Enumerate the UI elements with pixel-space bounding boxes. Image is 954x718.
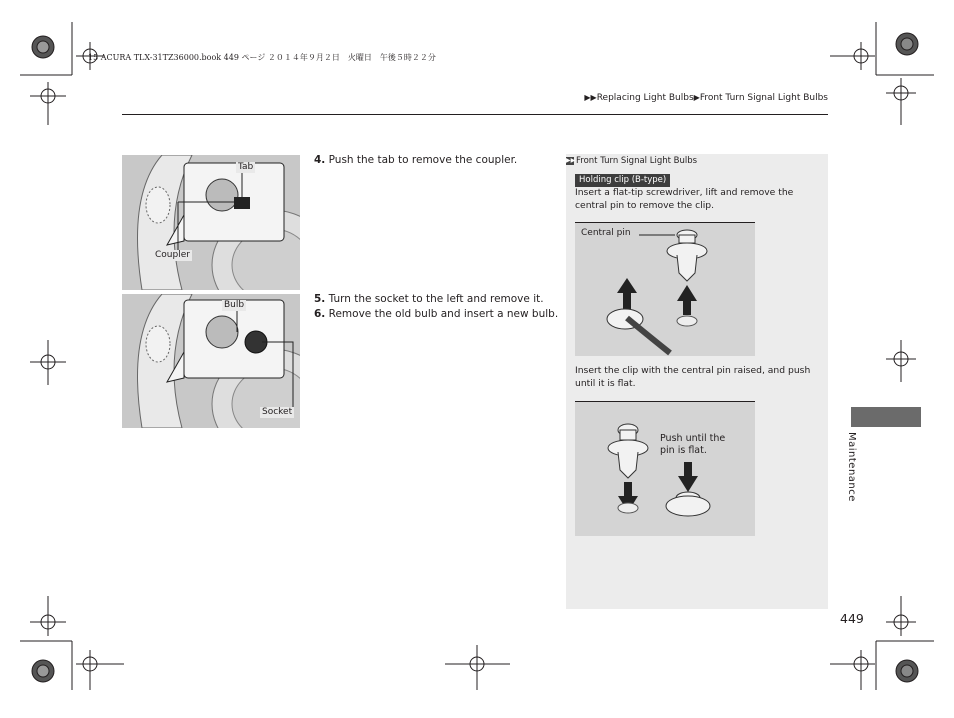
step-6 bbox=[314, 307, 558, 322]
section-tab-label: Maintenance bbox=[846, 432, 857, 502]
header-rule bbox=[122, 114, 828, 115]
holding-clip-badge: Holding clip (B-type) bbox=[575, 174, 670, 187]
step-number: 4. bbox=[314, 154, 326, 166]
clip-removal-illustration bbox=[575, 223, 755, 356]
step-5 bbox=[314, 292, 544, 307]
push-label-line1: Push until the bbox=[660, 433, 726, 444]
reference-icon: ▶▶ bbox=[566, 156, 576, 164]
bulb-label: Bulb bbox=[224, 300, 245, 310]
sidebar-title-text: Front Turn Signal Light Bulbs bbox=[576, 156, 698, 166]
breadcrumb-part2: Front Turn Signal Light Bulbs bbox=[699, 93, 828, 103]
section-tab-marker bbox=[851, 407, 921, 427]
step-4 bbox=[314, 153, 517, 168]
push-label-line2: pin is flat. bbox=[660, 445, 707, 456]
socket-label: Socket bbox=[262, 407, 293, 417]
sidebar-text-2: Insert the clip with the central pin raised, and push until it is flat. bbox=[575, 365, 811, 389]
sidebar-text-1: Insert a flat-tip screwdriver, lift and remove the central pin to remove the clip. bbox=[575, 187, 794, 211]
step-number: 5. bbox=[314, 293, 326, 305]
step-text: Remove the old bulb and insert a new bulb. bbox=[328, 308, 559, 320]
step-text: Turn the socket to the left and remove it. bbox=[328, 293, 544, 305]
coupler-illustration bbox=[122, 155, 300, 290]
breadcrumb-part1[interactable]: Replacing Light Bulbs bbox=[596, 93, 694, 103]
clip-install-illustration bbox=[575, 402, 755, 536]
clip-install-figure bbox=[575, 401, 755, 536]
tab-label: Tab bbox=[238, 162, 254, 172]
page-number: 449 bbox=[840, 611, 864, 626]
coupler-label: Coupler bbox=[155, 250, 190, 260]
step-number: 6. bbox=[314, 308, 326, 320]
central-pin-label: Central pin bbox=[581, 228, 631, 238]
breadcrumb-separator-icon: ▶ bbox=[693, 93, 700, 102]
clip-removal-figure bbox=[575, 222, 755, 356]
breadcrumb bbox=[584, 93, 828, 103]
push-until-flat-label bbox=[660, 433, 725, 457]
step-text: Push the tab to remove the coupler. bbox=[328, 154, 518, 166]
print-header: 15 ACURA TLX-31TZ36000.book 449 ページ ２０１４年９月２日 火曜日 午後５時２２分 bbox=[88, 53, 436, 62]
breadcrumb-arrow-icon: ▶▶ bbox=[584, 93, 597, 102]
sidebar-title bbox=[566, 156, 697, 166]
coupler-figure bbox=[122, 155, 300, 290]
